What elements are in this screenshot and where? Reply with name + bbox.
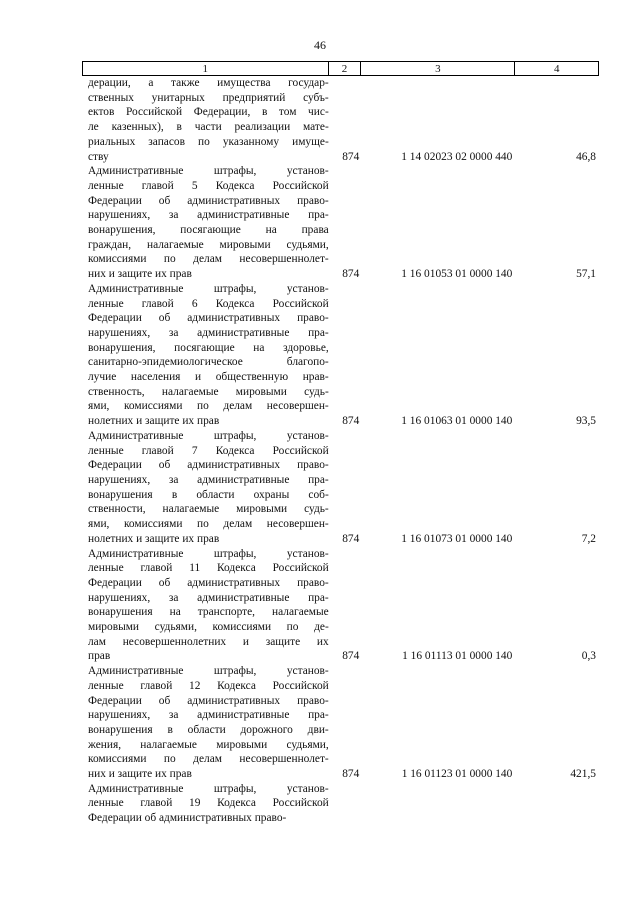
description-line: Административные штрафы, установ- xyxy=(88,547,329,560)
table-row xyxy=(88,76,596,164)
amount-value: 46,8 xyxy=(576,150,596,163)
description-line: них и защите их прав xyxy=(88,768,192,781)
description-line: мировыми судьями, комиссиями по де- xyxy=(88,621,329,634)
budget-classification-code: 1 16 01053 01 0000 140 xyxy=(401,268,513,281)
description-line: жения, налагаемые мировыми судьями, xyxy=(88,738,329,751)
description-line: ями, комиссиями по делам несовершен- xyxy=(88,518,329,531)
column-header-3: 3 xyxy=(361,62,515,76)
description-line: вонарушения в области охраны соб- xyxy=(88,488,329,501)
budget-classification-code: 1 16 01113 01 0000 140 xyxy=(402,650,513,663)
column-header-2: 2 xyxy=(328,62,361,76)
description-line: санитарно-эпидемиологическое благопо- xyxy=(88,356,329,369)
revenue-description xyxy=(88,76,329,164)
description-line: Административные штрафы, установ- xyxy=(88,782,329,795)
description-line: Федерации об административных право- xyxy=(88,194,329,207)
amount-value: 57,1 xyxy=(576,268,596,281)
description-line: Административные штрафы, установ- xyxy=(88,429,329,442)
amount-value: 93,5 xyxy=(576,415,596,428)
description-line: них и защите их прав xyxy=(88,268,192,281)
budget-classification-code: 1 14 02023 02 0000 440 xyxy=(401,150,513,163)
admin-code: 874 xyxy=(342,532,360,545)
description-line: Административные штрафы, установ- xyxy=(88,665,329,678)
description-line: ленные главой 5 Кодекса Российской xyxy=(88,179,329,192)
description-line: ственности, налагаемые мировыми судь- xyxy=(88,503,329,516)
revenue-description xyxy=(88,429,329,547)
description-line: Федерации об административных право- xyxy=(88,459,329,472)
description-line: Административные штрафы, установ- xyxy=(88,165,329,178)
table-row xyxy=(88,282,596,429)
table-row xyxy=(88,782,596,826)
description-line: ленные главой 11 Кодекса Российской xyxy=(88,562,329,575)
revenue-description xyxy=(88,547,329,665)
admin-code: 874 xyxy=(342,768,360,781)
description-line: нарушениях, за административные пра- xyxy=(88,591,329,604)
description-line: ственных унитарных предприятий субъ- xyxy=(88,91,329,104)
admin-code: 874 xyxy=(342,150,360,163)
description-line: нарушениях, за административные пра- xyxy=(88,209,329,222)
description-line: граждан, налагаемые мировыми судьями, xyxy=(88,238,329,251)
revenue-description xyxy=(88,164,329,282)
description-line: нолетних и защите их прав xyxy=(88,532,220,545)
budget-classification-code: 1 16 01063 01 0000 140 xyxy=(401,415,513,428)
description-line: Административные штрафы, установ- xyxy=(88,282,329,295)
description-line: вонарушения, посягающие на права xyxy=(88,224,329,237)
column-header-row xyxy=(82,61,599,76)
description-line: ленные главой 19 Кодекса Российской xyxy=(88,797,329,810)
description-line: комиссиями по делам несовершеннолет- xyxy=(88,253,329,266)
description-line: вонарушения, посягающие на здоровье, xyxy=(88,341,329,354)
description-line: нолетних и защите их прав xyxy=(88,415,220,428)
admin-code: 874 xyxy=(342,415,360,428)
budget-classification-code: 1 16 01073 01 0000 140 xyxy=(401,532,513,545)
table-row xyxy=(88,164,596,282)
budget-classification-code xyxy=(359,782,512,826)
description-line: вонарушения в области дорожного дви- xyxy=(88,723,329,736)
amount-value: 7,2 xyxy=(581,532,596,545)
description-line: нарушениях, за административные пра- xyxy=(88,326,329,339)
description-line: лам несовершеннолетних и защите их xyxy=(88,635,329,648)
description-line: Федерации об административных право- xyxy=(88,812,287,825)
description-line: нарушениях, за административные пра- xyxy=(88,709,329,722)
table-row xyxy=(88,664,596,782)
description-line: дерации, а также имущества государ- xyxy=(88,77,329,89)
description-line: ленные главой 7 Кодекса Российской xyxy=(88,444,329,457)
table-row xyxy=(88,429,596,547)
revenue-table xyxy=(88,76,596,826)
description-line: риальных запасов по указанному имуще- xyxy=(88,135,329,148)
description-line: вонарушения на транспорте, налагаемые xyxy=(88,606,329,619)
description-line: Федерации об административных право- xyxy=(88,576,329,589)
table-row xyxy=(88,547,596,665)
column-header-1: 1 xyxy=(83,62,329,76)
page-number: 46 xyxy=(314,38,326,52)
admin-code: 874 xyxy=(342,650,360,663)
description-line: лучие населения и общественную нрав- xyxy=(88,371,329,384)
budget-classification-code: 1 16 01123 01 0000 140 xyxy=(401,768,513,781)
description-line: комиссиями по делам несовершеннолет- xyxy=(88,753,329,766)
description-line: ственность, налагаемые мировыми судь- xyxy=(88,385,329,398)
revenue-description xyxy=(88,782,329,826)
amount-value: 0,3 xyxy=(581,650,596,663)
amount-value xyxy=(512,782,596,826)
description-line: ле казенных), в части реализации мате- xyxy=(88,121,329,134)
description-line: ями, комиссиями по делам несовершен- xyxy=(88,400,329,413)
description-line: ленные главой 6 Кодекса Российской xyxy=(88,297,329,310)
revenue-description xyxy=(88,282,329,429)
description-line: Федерации об административных право- xyxy=(88,312,329,325)
description-line: ству xyxy=(88,150,109,163)
description-line: прав xyxy=(88,650,111,663)
admin-code: 874 xyxy=(342,268,360,281)
description-line: ленные главой 12 Кодекса Российской xyxy=(88,679,329,692)
column-header-4: 4 xyxy=(515,62,599,76)
description-line: ектов Российской Федерации, в том чис- xyxy=(88,106,329,119)
description-line: Федерации об административных право- xyxy=(88,694,329,707)
revenue-description xyxy=(88,664,329,782)
description-line: нарушениях, за административные пра- xyxy=(88,473,329,486)
admin-code xyxy=(329,782,360,826)
amount-value: 421,5 xyxy=(570,768,596,781)
